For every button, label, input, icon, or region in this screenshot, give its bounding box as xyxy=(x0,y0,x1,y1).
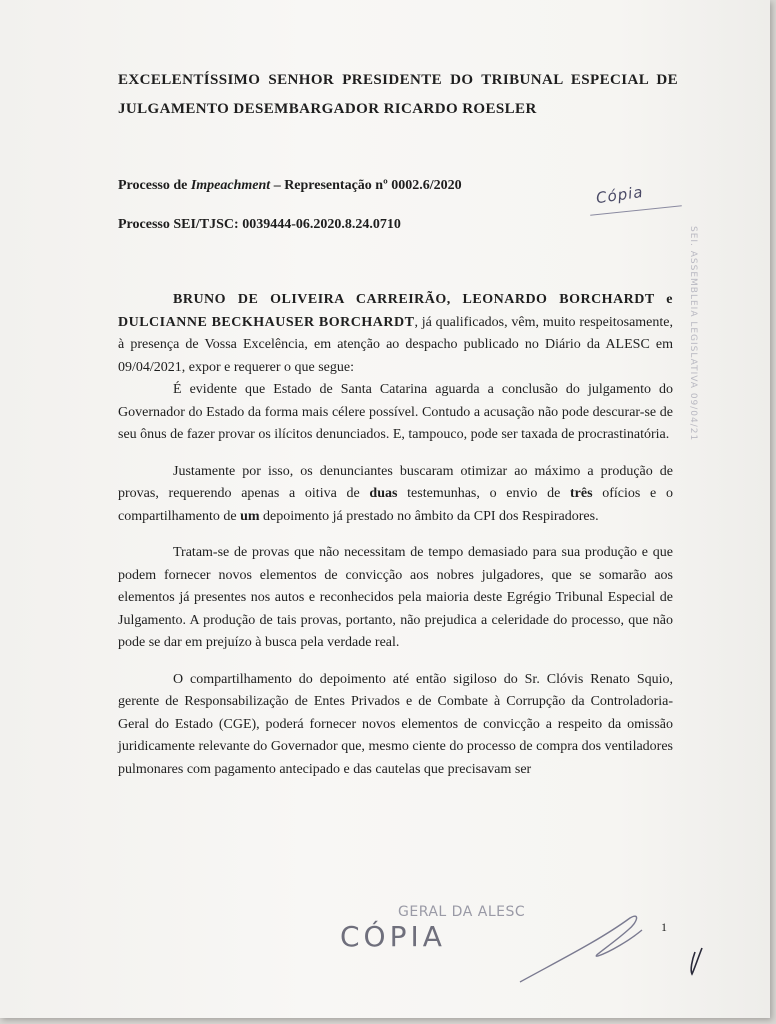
paragraph-1: BRUNO DE OLIVEIRA CARREIRÃO, LEONARDO BORCHARDT e DULCIANNE BECKHAUSER BORCHARDT, já qualificados, vêm, muito respeitosamente, à presença de Vossa Excelência, em atenção ao despacho publicado no Diário da ALESC em 09/04/2021, expor e requerer o que segue: xyxy=(118,292,673,375)
paragraph-5: O compartilhamento do depoimento até então sigiloso do Sr. Clóvis Renato Squio, gerente de Responsabilização de Entes Privados e de Combate à Corrupção da Controladoria-Geral do Estado (CGE), poderá fornecer novos elementos de convicção a respeito da omissão juridicamente relevante do Governador que, mesmo ciente do processo de compra dos ventiladores pulmonares com pagamento antecipado e das cautelas que precisavam ser xyxy=(118,671,673,777)
alesc-stamp-text: GERAL DA ALESC xyxy=(398,904,526,920)
handwritten-copia-note: Cópia xyxy=(594,182,645,208)
paragraph-4: Tratam-se de provas que não necessitam de tempo demasiado para sua produção e que podem fornecer novos elementos de convicção aos nobres julgadores, que se somarão aos elementos já presentes nos autos e reconhecidos pela maioria deste Egrégio Tribunal Especial de Julgamento. A produção de tais provas, portanto, não prejudica a celeridade do processo, que não pode se dar em prejuízo à busca pela verdade real. xyxy=(118,545,673,650)
impeachment-italic: Impeachment xyxy=(190,178,271,193)
signature-stroke-icon xyxy=(480,900,720,990)
paragraph-3: Justamente por isso, os denunciantes buscaram otimizar ao máximo a produção de provas, requerendo apenas a oitiva de duas testemunhas, o envio de três ofícios e o compartilhamento de um depoimento já prestado no âmbito da CPI dos Respiradores. xyxy=(118,463,673,524)
side-protocol-stamp: SEI. ASSEMBLEIA LEGISLATIVA 09/04/21 xyxy=(688,226,698,442)
paragraph-2: É evidente que Estado de Santa Catarina aguarda a conclusão do julgamento do Governador do Estado da forma mais célere possível. Contudo a acusação não pode descurar-se de seu ônus de fazer provar os ilícitos denunciados. E, tampouco, pode ser taxada de procrastinatória. xyxy=(118,382,673,442)
process-number-line: Processo de Impeachment – Representação nº 0002.6/2020 xyxy=(118,178,462,193)
page-number: 1 xyxy=(661,920,667,934)
copia-stamp: CÓPIA xyxy=(340,920,446,953)
document-heading: EXCELENTÍSSIMO SENHOR PRESIDENTE DO TRIBUNAL ESPECIAL DE JULGAMENTO DESEMBARGADOR RICARDO ROESLER xyxy=(118,72,678,117)
handwritten-underline xyxy=(590,205,682,216)
petitioner-names: BRUNO DE OLIVEIRA CARREIRÃO, LEONARDO BORCHARDT e DULCIANNE BECKHAUSER BORCHARDT xyxy=(118,292,673,330)
sei-process-line: Processo SEI/TJSC: 0039444-06.2020.8.24.0710 xyxy=(118,217,401,232)
document-body xyxy=(118,289,673,781)
